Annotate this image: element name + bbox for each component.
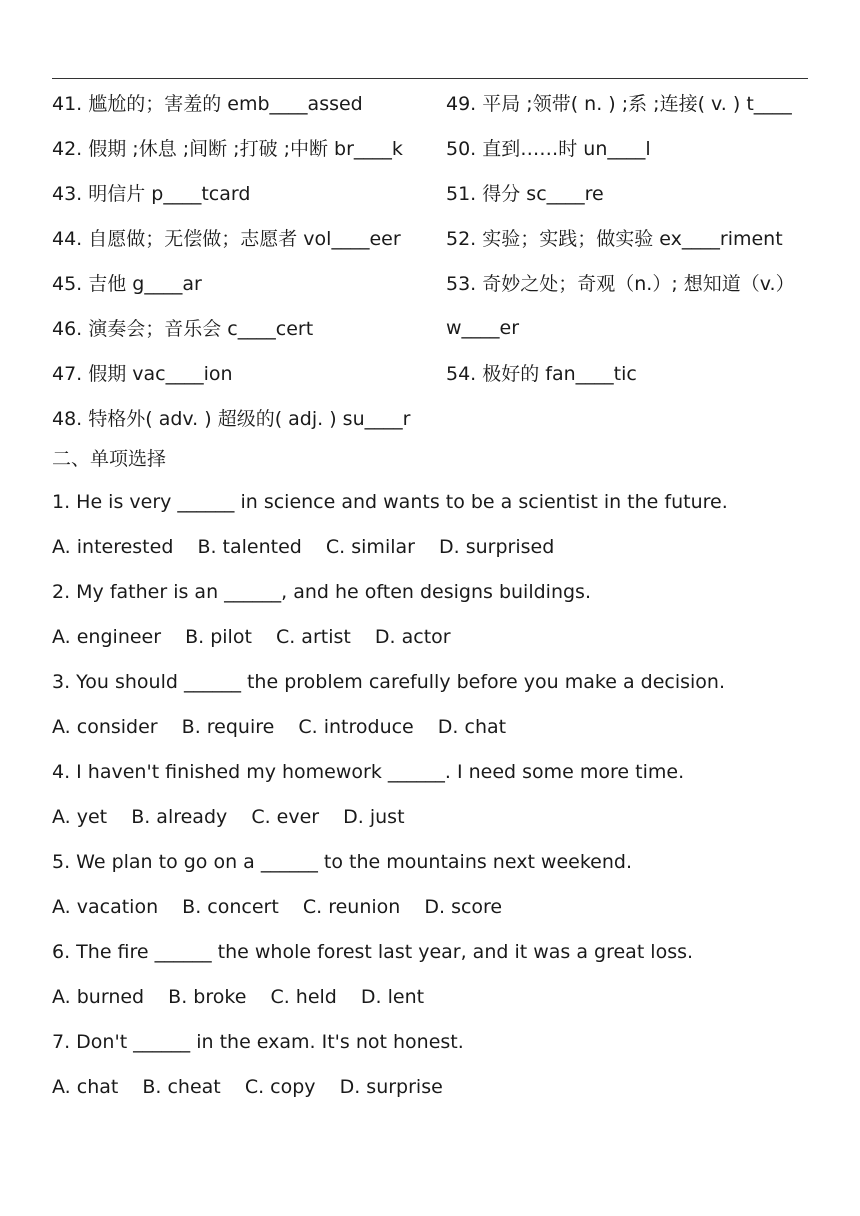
vocab-row: [52, 170, 812, 215]
vocab-row: [52, 260, 812, 305]
section-title: 二、单项选择: [52, 448, 167, 470]
question-options: [52, 525, 832, 570]
vocab-item: 53. 奇妙之处；奇观（n.）; 想知道（v.）: [446, 273, 795, 295]
option-b: B. concert: [182, 896, 279, 918]
vocab-item: 44. 自愿做；无偿做；志愿者 vol____eer: [52, 228, 401, 250]
option-c: C. held: [270, 986, 337, 1008]
question-stem: 1. He is very ______ in science and wants to be a scientist in the future.: [52, 491, 728, 513]
question-options: [52, 1065, 832, 1110]
question-stem: 2. My father is an ______, and he often designs buildings.: [52, 581, 591, 603]
question-stem: 4. I haven't finished my homework ______. I need some more time.: [52, 761, 685, 783]
option-a: A. engineer: [52, 626, 162, 648]
option-c: C. reunion: [302, 896, 401, 918]
vocab-item: 49. 平局 ;领带( n. ) ;系 ;连接( v. ) t____: [446, 93, 792, 115]
vocab-row: [52, 395, 812, 440]
vocabulary-section: [52, 80, 812, 440]
question-options: [52, 795, 832, 840]
top-divider-line: [52, 78, 808, 79]
vocab-item: 50. 直到……时 un____l: [446, 138, 651, 160]
question-stem: 3. You should ______ the problem carefully before you make a decision.: [52, 671, 725, 693]
vocab-row: [52, 125, 812, 170]
option-d: D. surprise: [339, 1076, 443, 1098]
option-a: A. consider: [52, 716, 158, 738]
question-options: [52, 975, 832, 1020]
option-b: B. require: [181, 716, 275, 738]
option-b: B. broke: [168, 986, 247, 1008]
option-d: D. surprised: [439, 536, 555, 558]
vocab-item: 52. 实验；实践；做实验 ex____riment: [446, 228, 783, 250]
question-options: [52, 615, 832, 660]
option-c: C. copy: [244, 1076, 316, 1098]
vocab-row: [52, 215, 812, 260]
option-b: B. cheat: [142, 1076, 221, 1098]
option-d: D. just: [343, 806, 405, 828]
option-c: C. introduce: [298, 716, 414, 738]
vocab-item: 48. 特格外( adv. ) 超级的( adj. ) su____r: [52, 408, 411, 430]
vocab-row: [52, 80, 812, 125]
vocab-item: 45. 吉他 g____ar: [52, 273, 202, 295]
option-a: A. interested: [52, 536, 174, 558]
question-stem: 5. We plan to go on a ______ to the mountains next weekend.: [52, 851, 633, 873]
option-a: A. burned: [52, 986, 145, 1008]
option-b: B. already: [131, 806, 228, 828]
vocab-item: 43. 明信片 p____tcard: [52, 183, 251, 205]
option-d: D. lent: [360, 986, 425, 1008]
vocab-item: w____er: [446, 316, 520, 339]
option-b: B. talented: [197, 536, 302, 558]
vocab-row: [52, 305, 812, 350]
question-stem: 7. Don't ______ in the exam. It's not honest.: [52, 1031, 464, 1053]
option-d: D. actor: [374, 626, 451, 648]
vocab-item: 51. 得分 sc____re: [446, 183, 604, 205]
question-options: [52, 885, 832, 930]
option-c: C. similar: [325, 536, 415, 558]
question-stem: 6. The fire ______ the whole forest last year, and it was a great loss.: [52, 941, 694, 963]
vocab-item: 41. 尴尬的；害羞的 emb____assed: [52, 93, 363, 115]
vocab-row: [52, 350, 812, 395]
option-d: D. score: [424, 896, 503, 918]
option-c: C. ever: [251, 806, 320, 828]
option-a: A. chat: [52, 1076, 119, 1098]
option-a: A. yet: [52, 806, 108, 828]
option-b: B. pilot: [185, 626, 252, 648]
vocab-item: 54. 极好的 fan____tic: [446, 363, 637, 385]
option-c: C. artist: [275, 626, 351, 648]
multiple-choice-section: [52, 480, 832, 1110]
vocab-item: 46. 演奏会；音乐会 c____cert: [52, 318, 314, 340]
option-d: D. chat: [437, 716, 507, 738]
option-a: A. vacation: [52, 896, 159, 918]
vocab-item: 42. 假期 ;休息 ;间断 ;打破 ;中断 br____k: [52, 138, 403, 160]
vocab-item: 47. 假期 vac____ion: [52, 363, 233, 385]
question-options: [52, 705, 832, 750]
